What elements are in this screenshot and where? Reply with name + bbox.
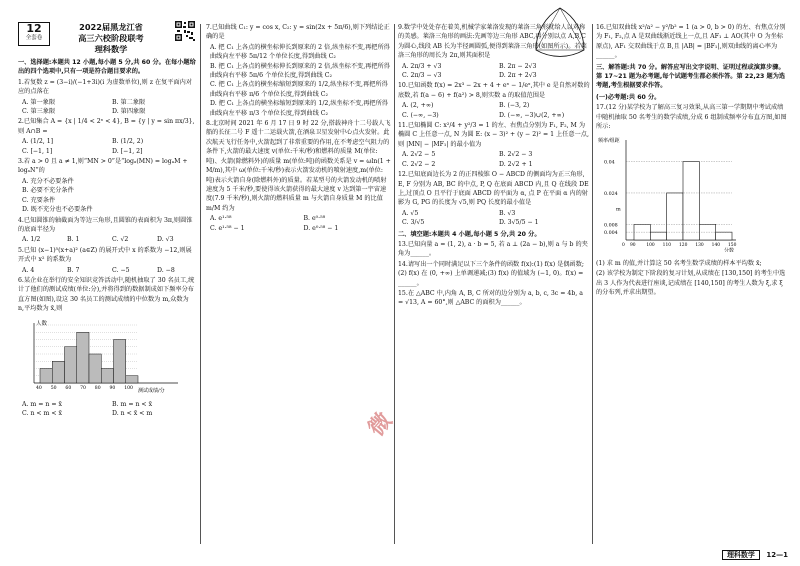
question-text: 3.若 a > 0 且 a ≠ 1,则“MN > 0”是“logₐ(MN) = logₐM + logₐN”的 (18, 158, 188, 175)
question-text: 6.某企业在举行的安全知识竞答活动中,随机抽取了 30 名员工,统计了他们的测试成绩(单位:分),并将得到的数据制成如下频率分布直方图(如图),设这 30 名员工的测试成绩的中位数为 m,众数为 n,平均数为 x̄,则 (18, 276, 195, 313)
column-4 (596, 22, 788, 299)
answer-option: C. 2√2 − 2 (402, 160, 436, 168)
histogram-bar (89, 354, 101, 383)
question-text: 16.已知双曲线 x²/a² − y²/b² = 1 (a > 0, b > 0) 的左、右焦点分别为 F₁, F₂,点 A 是双曲线渐近线上一点,且 AF₁ ⊥ AO(其中 O 为坐标原点), AF₁ 交双曲线于点 B,且 |AB| = |BF₁|,则双曲线的离心率为______。 (596, 24, 786, 60)
answer-option: A. 把 C₁ 上各点的横坐标伸长到原来的 2 倍,纵坐标不变,再把所得曲线向左平移 5π/12 个单位长度,得到曲线 C₂ (210, 43, 390, 61)
question-text: 12.已知底面边长为 2 的正四棱锥 O − ABCD 的侧面均为正三角形, E, F 分别为 AB, BC 的中点, P, Q 在底面 ABCD 内,且 Q 在线段 DE 上,过顶点 O 且平行于底面 ABCD 的平面为 α, 点 P 在平面 α 内的射影为 G, PG 的长度为 √5,则 PQ 长度的最小值是 (398, 171, 589, 207)
question-text: (2) 该学校为制定下阶段的复习计划,从成绩在 [130,150] 的考生中选出 3 人作为代表进行座谈,记成绩在 [140,150] 的考生人数为 ξ,求 ξ 的分布列,并求出期望。 (596, 270, 786, 297)
column-1 (18, 22, 196, 419)
x-tick-label: 50 (50, 385, 57, 391)
question-text: 5.已知 (x−1)⁵(x+a)² (a∈Z) 的展开式中 x 的系数为 −12,则展开式中 x² 的系数为 (18, 246, 192, 264)
answer-option: A. 充分不必要条件 (22, 177, 74, 185)
answer-option: C. e¹·⁵⁸ − 1 (210, 224, 245, 232)
answer-option: A. 1/2 (22, 236, 41, 244)
answer-option: C. √2 (112, 236, 129, 244)
section-heading: 一、选择题:本题共 12 小题,每小题 5 分,共 60 分。在每小题给出的四个选项中,只有一项是符合题目要求的。 (18, 59, 196, 76)
answer-option: C. [−1, 1] (22, 147, 53, 155)
answer-option: B. 2π − 2√3 (499, 62, 537, 70)
answer-option: A. 2√2 − 5 (402, 151, 436, 159)
title-line-1: 2022届黑龙江省 (79, 22, 143, 32)
answer-option: C. (−∞, −3) (402, 111, 439, 119)
footer-page-number: 12—1 (766, 551, 788, 559)
question-text: 4.已知圆锥的轴截面为等边三角形,且圆锥的表面积为 3π,则圆锥的底面半径为 (18, 216, 193, 233)
answer-option: D. 第四象限 (112, 108, 146, 116)
answer-options (18, 266, 196, 275)
answer-option: D. 把 C₁ 上各点的横坐标缩短到原来的 1/2,纵坐标不变,再把所得曲线向左平移 π/3 个单位长度,得到曲线 C₂ (210, 100, 388, 117)
exam-header (18, 22, 196, 56)
y-axis-label: 人数 (36, 320, 48, 327)
histogram-bar (101, 368, 113, 383)
answer-option: C. −5 (112, 266, 130, 274)
answer-option: A. 第一象限 (22, 98, 56, 106)
question-text: 15.在 △ABC 中,内角 A, B, C 所对的边分别为 a, b, c, 3c = 4b, a = √13, A = 60°,则 △ABC 的面积为______。 (398, 289, 583, 307)
answer-option: D. 3√5/5 − 1 (499, 219, 539, 227)
answer-option: C. n < m < x̄ (22, 410, 63, 418)
x-tick-label: 90 (630, 243, 636, 249)
x-tick-label: 60 (65, 385, 72, 391)
answer-options (18, 98, 196, 117)
qr-code-icon (174, 20, 196, 42)
x-axis-label: 测试成绩/分 (138, 387, 165, 394)
histogram-bar (40, 368, 52, 383)
answer-option: B. 1 (67, 236, 80, 244)
histogram-bar (650, 233, 666, 241)
histogram-bar (126, 375, 138, 382)
answer-option: B. 2√2 − 3 (499, 151, 533, 159)
answer-option: C. 3/√5 (402, 219, 425, 227)
y-tick-label: 0.004 (604, 231, 618, 237)
question-text: 7.已知曲线 C₁: y = cos x, C₂: y = sin(2x + 5π/6),则下列结论正确的是 (206, 24, 390, 41)
answer-option: C. 充要条件 (22, 196, 56, 204)
answer-option: C. 把 C₁ 上各点的横坐标缩短到原来的 1/2,纵坐标不变,再把所得曲线向右平移 π/6 个单位长度,得到曲线 C₂ (210, 81, 388, 98)
question-text: 9.数学中处处存在着美,机械学家莱洛发现的莱洛三角形就给人以对称的美感。莱洛三角形的画法:先画等边三角形 ABC,再分别以点 A,B,C 为圆心,线段 AB 长为半径画圆弧,便得到莱洛三角形(如图所示)。若莱洛三角形的周长为 2π,则其面积是 (398, 24, 587, 60)
answer-option: D. [−1, 2] (112, 147, 143, 155)
answer-option: D. 2π + 2√3 (499, 72, 537, 80)
answer-options (206, 43, 391, 118)
answer-option: A. √5 (402, 209, 419, 217)
answer-option: A. 2π/3 + √3 (402, 62, 442, 70)
answer-option: D. 既不充分也不必要条件 (22, 206, 93, 214)
question-text: 2.已知集合 A = {x | 1/4 < 2ˣ < 4}, B = {y | y = sin πx/3},则 A∩B = (18, 118, 195, 135)
answer-option: D. 2√2 + 1 (499, 160, 533, 168)
section-heading: 二、填空题:本题共 4 小题,每小题 5 分,共 20 分。 (398, 230, 541, 238)
x-tick-label: 70 (80, 385, 86, 391)
column-divider (200, 24, 201, 544)
answer-options (18, 235, 196, 244)
answer-option: B. 把 C₁ 上各点的横坐标伸长到原来的 2 倍,纵坐标不变,再把所得曲线向右平移 5π/6 个单位长度,得到曲线 C₂ (210, 62, 390, 80)
histogram-bar (77, 332, 89, 383)
answer-option: B. m = n < x̄ (112, 400, 153, 408)
answer-option: B. (1/2, 2) (112, 138, 144, 146)
answer-options (398, 209, 590, 228)
answer-option: A. 4 (22, 266, 35, 274)
answer-option: B. 7 (67, 266, 80, 274)
x-tick-label: 130 (695, 243, 704, 249)
histogram-bar (114, 339, 126, 383)
answer-option: D. n < x̄ < m (112, 410, 153, 418)
x-tick-label: 140 (711, 243, 721, 249)
y-tick-m-label: m (616, 207, 621, 214)
column-2 (206, 22, 391, 233)
answer-option: B. √3 (499, 209, 516, 217)
y-axis-label: 频率/组距 (598, 138, 620, 145)
answer-options (206, 214, 391, 233)
section-heading: 三、解答题:共 70 分。解答应写出文字说明、证明过程或演算步骤。第 17~21 题为必考题,每个试题考生都必须作答。第 22,23 题为选考题,考生根据要求作答。 (596, 63, 786, 90)
histogram-bar (716, 233, 732, 241)
x-tick-label: 100 (124, 385, 133, 391)
subject-title: 理科数学 (94, 44, 128, 54)
x-tick-label: 40 (36, 385, 42, 391)
x-tick-label: 90 (109, 385, 116, 391)
frequency-histogram-q17 (596, 134, 746, 252)
answer-option: C. 2π/3 − √3 (402, 72, 442, 80)
answer-options (398, 101, 590, 120)
column-3 (398, 22, 590, 309)
question-text: 1.若复数 z = (3−i)/(−1+3i)(i 为虚数单位),则 z 在复平面内对应的点落在 (18, 78, 193, 96)
answer-option: A. (2, +∞) (402, 102, 434, 110)
watermark-stamp: 微 (363, 408, 398, 442)
x-axis-label: 分数 (724, 248, 735, 253)
question-text: 13.已知向量 a = (1, 2), a · b = 5, 若 a ⊥ (2a − b),则 a 与 b 的夹角为______。 (398, 240, 588, 258)
answer-option: A. (1/2, 1] (22, 138, 54, 146)
y-tick-label: 0.008 (604, 223, 618, 229)
section-heading: (一)必考题:共 60 分。 (596, 93, 661, 101)
answer-option: B. (−3, 2) (499, 102, 530, 110)
histogram-chart-q6 (18, 317, 186, 395)
question-text: (1) 求 m 的值,并计算这 50 名考生数学成绩的样本平均数 x̄; (596, 259, 762, 267)
answer-options (398, 150, 590, 169)
histogram-bar (65, 346, 77, 382)
question-text: 17.(12 分)某学校为了解高三复习效果,从高三第一学期期中考试成绩中随机抽取 50 名考生的数学成绩,分成 6 组制成频率分布直方图,如图所示: (596, 104, 787, 131)
exam-title (52, 22, 170, 55)
question-text: 11.已知椭圆 C: x²/4 + y²/3 = 1 的左、右焦点分别为 F₁, F₂, M 为椭圆 C 上任意一点, N 为圆 E: (x − 3)² + (y − 2)² = 1 上任意一点,则 |MN| − |MF₁| 的最小值为 (398, 122, 589, 148)
badge-number: 12 (26, 22, 42, 35)
column-divider (592, 24, 593, 544)
answer-option: D. e⁰·⁵⁸ − 1 (303, 224, 339, 232)
answer-options (18, 137, 196, 156)
answer-option: B. 必要不充分条件 (22, 187, 74, 195)
answer-option: B. 第二象限 (112, 98, 146, 106)
footer-subject: 理科数学 (722, 550, 760, 560)
y-tick-label: 0.04 (604, 161, 615, 167)
answer-option: A. e¹·⁵⁸ (210, 215, 232, 223)
question-text: 8.北京时间 2021 年 6 月 17 日 9 时 22 分,搭载神舟十二号载人飞船的长征二号 F 遥十二运载火箭,在酒泉卫星发射中心点火发射。此次航天飞行任务中,火箭起到了非常重要的作用,在不考虑空气阻力的条件下,火箭的最大速度 v(单位:千米/秒)和燃料的质量 M(单位:吨)、火箭(除燃料外)的质量 m(单位:吨)的函数关系是 v = ωln(1 + M/m),其中 ω(单位:千米/秒)表示火箭发动机的喷射速度,m(单位:吨)表示火箭自身(除燃料外)的质量。若某型号的火箭发动机的喷射速度为 5 千米/秒,要使得该火箭获得的最大速度 v 达到第一宇宙速度(7.9 千米/秒),则火箭的燃料质量 m 与火箭自身质量 M 的比值 m/M 约为 (206, 120, 391, 212)
histogram-bar (52, 361, 64, 383)
question-text: 10.已知函数 f(x) = 2x³ − 2x + 4 + eˣ − 1/eˣ,其中 e 是自然对数的底数,若 f(a − 6) + f(a²) > 8,则实数 a 的取值范围是 (398, 82, 590, 99)
badge-label: 全套卷 (25, 35, 43, 41)
answer-option: A. m = n = x̄ (22, 400, 62, 408)
x-tick-label: 0 (622, 243, 625, 249)
x-tick-label: 80 (94, 385, 101, 391)
page-footer (722, 550, 788, 560)
x-tick-label: 100 (646, 243, 655, 249)
answer-option: B. e⁰·⁵⁸ (303, 215, 326, 223)
answer-option: D. (−∞, −3)∪(2, +∞) (499, 111, 565, 119)
question-text: 14.请写出一个同时满足以下三个条件的函数 f(x):(1) f(x) 是偶函数;(2) f(x) 在 (0, +∞) 上单调递减;(3) f(x) 的值域为 (−1, 0)。f(x) = ______。 (398, 260, 585, 287)
answer-option: D. √3 (157, 236, 174, 244)
column-divider (394, 24, 395, 544)
answer-options (398, 62, 590, 81)
answer-option: C. 第三象限 (22, 108, 56, 116)
answer-options (18, 400, 196, 419)
y-tick-label: 0.024 (604, 192, 618, 198)
x-tick-label: 150 (728, 243, 737, 249)
answer-options (18, 177, 196, 215)
title-line-2: 高三六校阶段联考 (78, 33, 144, 43)
histogram-bar (683, 162, 699, 240)
histogram-bar (667, 193, 683, 240)
paper-badge (18, 22, 50, 46)
answer-option: D. −8 (157, 266, 175, 274)
x-tick-label: 110 (662, 243, 672, 249)
x-tick-label: 120 (679, 243, 688, 249)
